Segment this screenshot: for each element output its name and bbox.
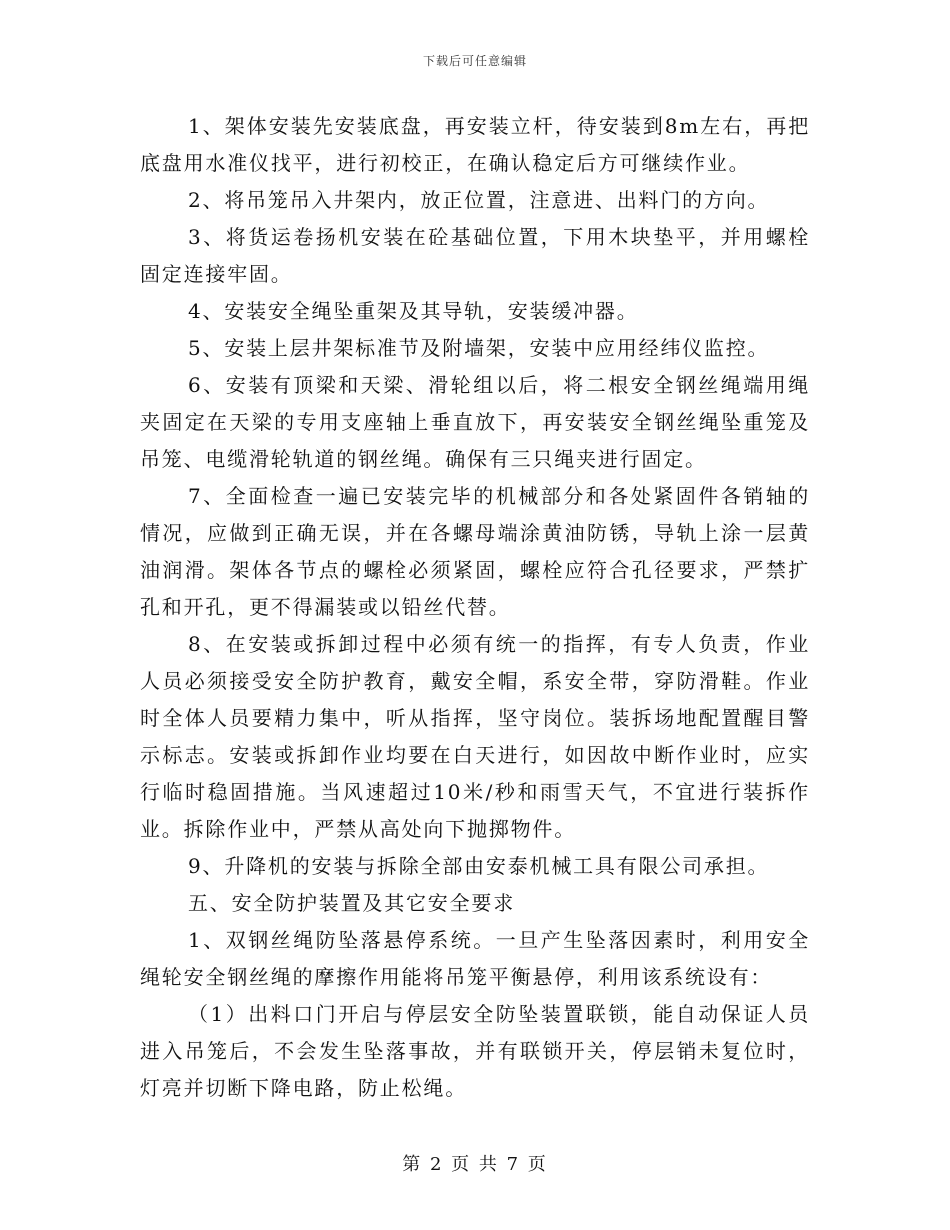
page-header: 下载后可任意编辑 [422,54,527,68]
paragraph-hoist-cage: 2、将吊笼吊入井架内，放正位置，注意进、出料门的方向。 [188,188,770,212]
paragraph-contractor: 9、升降机的安装与拆除全部由安泰机械工具有限公司承担。 [188,854,770,878]
paragraph-door-interlock: （1）出料口门开启与停层安全防坠装置联锁，能自动保证人员进入吊笼后，不会发生坠落事故，并有联锁开关，停层销未复位时，灯亮并切断下降电路，防止松绳。 [140,1002,810,1100]
paragraph-upper-frame: 5、安装上层井架标准节及附墙架，安装中应用经纬仪监控。 [188,336,770,360]
paragraph-safety-rope: 4、安装安全绳坠重架及其导轨，安装缓冲器。 [188,299,639,323]
page-number: 第 2 页 共 7 页 [402,1154,548,1175]
paragraph-dual-rope: 1、双钢丝绳防坠落悬停系统。一旦产生坠落因素时，利用安全绳轮安全钢丝绳的摩擦作用能将吊笼平衡悬停，利用该系统设有： [140,928,810,989]
document-body [140,108,810,1107]
paragraph-install-base: 1、架体安装先安装底盘，再安装立杆，待安装到8m左右，再把底盘用水准仪找平，进行初校正，在确认稳定后方可继续作业。 [140,114,810,175]
paragraph-top-beam: 6、安装有顶梁和天梁、滑轮组以后，将二根安全钢丝绳端用绳夹固定在天梁的专用支座轴上垂直放下，再安装安全钢丝绳坠重笼及吊笼、电缆滑轮轨道的钢丝绳。确保有三只绳夹进行固定。 [140,373,810,471]
paragraph-command: 8、在安装或拆卸过程中必须有统一的指挥，有专人负责，作业人员必须接受安全防护教育，戴安全帽，系安全带，穿防滑鞋。作业时全体人员要精力集中，听从指挥，坚守岗位。装拆场地配置醒目警示标志。安装或拆卸作业均要在白天进行，如因故中断作业时，应实行临时稳固措施。当风速超过10米/秒和雨雪天气，不宜进行装拆作业。拆除作业中，严禁从高处向下抛掷物件。 [140,632,810,841]
paragraph-winch: 3、将货运卷扬机安装在砼基础位置，下用木块垫平，并用螺栓固定连接牢固。 [140,225,810,286]
paragraph-inspection: 7、全面检查一遍已安装完毕的机械部分和各处紧固件各销轴的情况，应做到正确无误，并在各螺母端涂黄油防锈，导轨上涂一层黄油润滑。架体各节点的螺栓必须紧固，螺栓应符合孔径要求，严禁扩孔和开孔，更不得漏装或以铅丝代替。 [140,484,810,619]
section-heading-safety: 五、安全防护装置及其它安全要求 [188,891,515,915]
